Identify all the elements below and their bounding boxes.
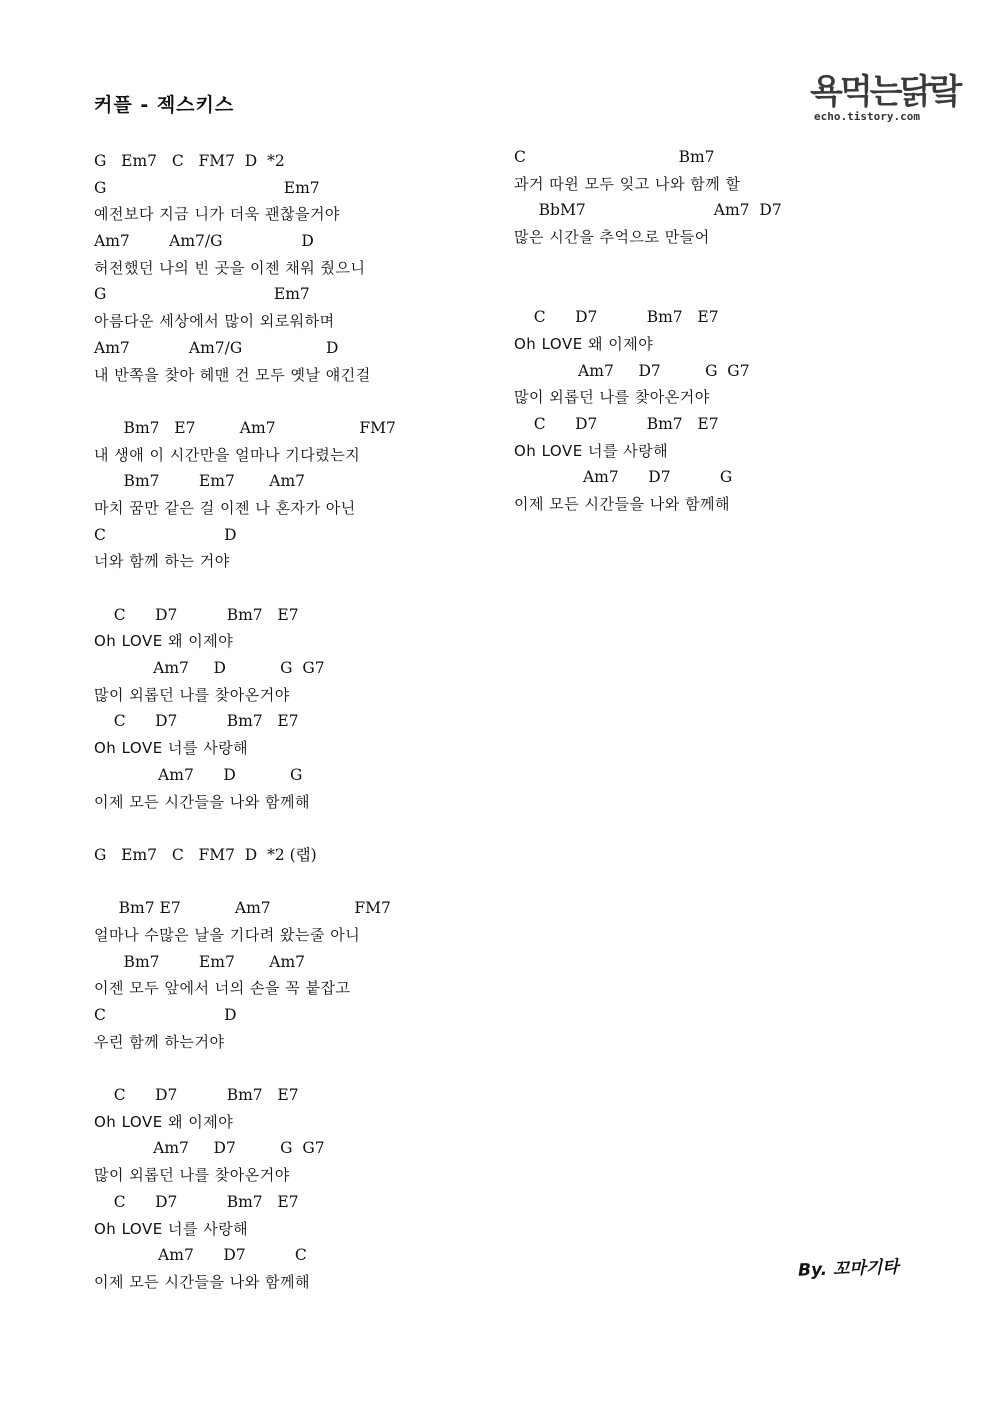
- chord-line: Bm7 Em7 Am7: [94, 472, 306, 491]
- chord-line: Am7 D G: [94, 765, 303, 784]
- chord-line: C D7 Bm7 E7: [94, 712, 299, 731]
- blank-line: [94, 575, 494, 602]
- chord-line: C D: [94, 525, 237, 544]
- lyric-line: 많이 외롭던 나를 찾아온거야: [94, 685, 290, 704]
- chord-line: Am7 Am7/G D: [94, 338, 339, 357]
- chord-line: Am7 D7 G G7: [94, 1139, 325, 1158]
- chord-line: C D7 Bm7 E7: [94, 605, 299, 624]
- logo-url: echo.tistory.com: [814, 110, 920, 123]
- lyric-line: 내 생애 이 시간만을 얼마나 기다렸는지: [94, 445, 361, 464]
- chord-line: C D: [94, 1006, 237, 1024]
- lyric-line: 많이 외롭던 나를 찾아온거야: [94, 1166, 290, 1185]
- chord-line: Am7 Am7/G D: [94, 232, 314, 251]
- lyric-line: 많이 외롭던 나를 찾아온거야: [514, 388, 710, 407]
- lyric-line: Oh LOVE 너를 사랑해: [94, 739, 249, 758]
- lyric-line: Oh LOVE 왜 이제야: [94, 632, 234, 651]
- chord-line: G Em7 C FM7 D *2: [94, 152, 285, 170]
- lyric-line: Oh LOVE 왜 이제야: [514, 334, 654, 353]
- chord-line: G Em7: [94, 178, 320, 197]
- chord-line: C D7 Bm7 E7: [514, 308, 719, 327]
- logo-wordmark: 욕먹는닭랔: [810, 72, 960, 112]
- lyric-line: Oh LOVE 너를 사랑해: [514, 441, 669, 460]
- chord-line: Bm7 E7 Am7 FM7: [94, 899, 391, 918]
- lyric-line: 많은 시간을 추억으로 만들어: [514, 228, 710, 247]
- lyric-line: 허전했던 나의 빈 곳을 이젠 채워 줬으니: [94, 258, 366, 277]
- blank-line: [514, 277, 934, 304]
- right-column: [514, 144, 934, 518]
- chord-line: Bm7 Em7 Am7: [94, 952, 306, 971]
- chord-line: C D7 Bm7 E7: [514, 414, 719, 433]
- lyric-line: 마치 꿈만 같은 걸 이젠 나 혼자가 아닌: [94, 498, 356, 517]
- lyric-line: 내 반쪽을 찾아 헤맨 건 모두 옛날 얘긴걸: [94, 365, 371, 384]
- chord-line: Am7 D7 G: [514, 468, 733, 487]
- blank-line: [94, 1055, 494, 1082]
- chord-line: C D7 Bm7 E7: [94, 1086, 299, 1105]
- author-signature: By. 꼬마기타: [797, 1257, 899, 1281]
- chord-line: Am7 D7 G G7: [514, 361, 750, 380]
- chord-line: Bm7 E7 Am7 FM7: [94, 418, 396, 437]
- lyric-line: 과거 따윈 모두 잊고 나와 함께 할: [514, 174, 741, 193]
- blank-line: [94, 869, 494, 896]
- chord-line: G Em7: [94, 285, 310, 304]
- lyric-line: 우린 함께 하는거야: [94, 1032, 225, 1051]
- lyric-line: 이제 모든 시간들을 나와 함께해: [94, 792, 310, 811]
- chord-line: BbM7 Am7 D7: [514, 201, 782, 220]
- blank-line: [94, 388, 494, 415]
- blank-line: [94, 815, 494, 842]
- chord-line: G Em7 C FM7 D *2 (랩): [94, 845, 317, 864]
- lyric-line: 너와 함께 하는 거야: [94, 552, 230, 571]
- chord-line: Am7 D G G7: [94, 659, 325, 678]
- song-title: 커플 - 젝스키스: [94, 94, 235, 116]
- lyric-line: 얼마나 수많은 날을 기다려 왔는줄 아니: [94, 925, 361, 944]
- lyric-line: 아름다운 세상에서 많이 외로워하며: [94, 312, 335, 331]
- lyric-line: 이제 모든 시간들을 나와 함께해: [94, 1272, 310, 1291]
- chord-line: Am7 D7 C: [94, 1246, 307, 1265]
- lyric-line: 예전보다 지금 니가 더욱 괜찮을거야: [94, 205, 340, 224]
- lyric-line: Oh LOVE 너를 사랑해: [94, 1219, 249, 1238]
- lyric-line: Oh LOVE 왜 이제야: [94, 1112, 234, 1131]
- chord-line: C D7 Bm7 E7: [94, 1192, 299, 1211]
- site-logo: [810, 72, 960, 128]
- lyric-line: 이제 모든 시간들을 나와 함께해: [514, 494, 730, 513]
- lyric-line: 이젠 모두 앞에서 너의 손을 꼭 붙잡고: [94, 979, 351, 998]
- left-column: [94, 148, 494, 1296]
- chord-line: C Bm7: [514, 148, 715, 166]
- blank-line: [514, 251, 934, 278]
